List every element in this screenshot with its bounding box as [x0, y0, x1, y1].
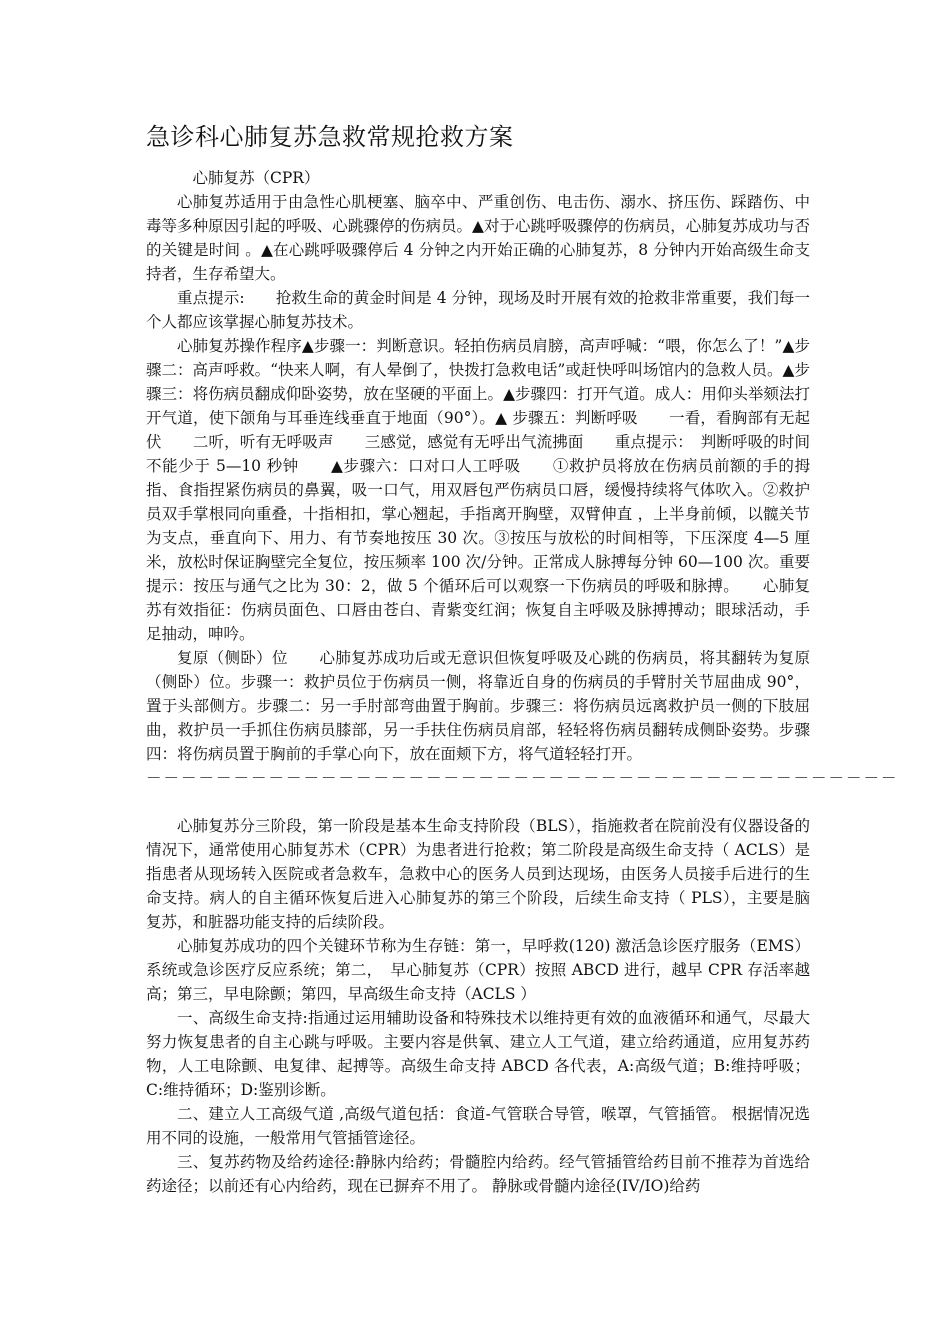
section-cpr — [146, 166, 899, 790]
paragraph-chain-of-survival: 心肺复苏成功的四个关键环节称为生存链：第一，早呼救(120) 激活急诊医疗服务（EMS）系统或急诊医疗反应系统；第二， 早心肺复苏（CPR）按照 ABCD 进行，越早 CPR 存活率越高；第三，早电除颤；第四，早高级生命支持（ACLS ） — [146, 937, 810, 1003]
paragraph-airway: 二、建立人工高级气道 ,高级气道包括：食道-气管联合导管，喉罩，气管插管。 根据情况选用不同的设施，一般常用气管插管途径。 — [146, 1105, 810, 1147]
section-stages — [146, 814, 810, 1198]
paragraph-drugs: 三、复苏药物及给药途径:静脉内给药；骨髓腔内给药。经气管插管给药目前不推荐为首选给药途径；以前还有心内给药，现在已摒弃不用了。 静脉或骨髓内途径(IV/IO)给药 — [146, 1153, 810, 1195]
cpr-subheading: 心肺复苏（CPR） — [192, 169, 320, 187]
document-title: 急诊科心肺复苏急救常规抢救方案 — [146, 123, 514, 151]
paragraph-intro: 心肺复苏适用于由急性心肌梗塞、脑卒中、严重创伤、电击伤、溺水、挤压伤、踩踏伤、中毒等多种原因引起的呼吸、心跳骤停的伤病员。▲对于心跳呼吸骤停的伤病员，心肺复苏成功与否的关键是时间 。▲在心跳呼吸骤停后 4 分钟之内开始正确的心肺复苏，8 分钟内开始高级生命支持者，生存希望大。 — [146, 193, 810, 283]
paragraph-three-stages: 心肺复苏分三阶段，第一阶段是基本生命支持阶段（BLS），指施救者在院前没有仪器设备的情况下，通常使用心肺复苏术（CPR）为患者进行抢救；第二阶段是高级生命支持（ ACLS）是指患者从现场转入医院或者急救车，急救中心的医务人员到达现场，由医务人员接手后进行的生命支持。病人的自主循环恢复后进入心肺复苏的第三个阶段，后续生命支持（ PLS），主要是脑复苏，和脏器功能支持的后续阶段。 — [146, 817, 810, 931]
paragraph-key-tip: 重点提示: 抢救生命的黄金时间是 4 分钟，现场及时开展有效的抢救非常重要，我们每一个人都应该掌握心肺复苏技术。 — [146, 289, 810, 331]
paragraph-acls: 一、高级生命支持:指通过运用辅助设备和特殊技术以维持更有效的血液循环和通气，尽最大努力恢复患者的自主心跳与呼吸。主要内容是供氧、建立人工气道，建立给药通道，应用复苏药物，人工电除颤、电复律、起搏等。高级生命支持 ABCD 各代表，A:高级气道；B:维持呼吸；C:维持循环；D:鉴别诊断。 — [146, 1009, 810, 1099]
separator-line: －－－－－－－－－－－－－－－－－－－－－－－－－－－－－－－－－－－－－－－－－－－ — [146, 769, 899, 787]
paragraph-procedure: 心肺复苏操作程序▲步骤一：判断意识。轻拍伤病员肩膀，高声呼喊：“喂，你怎么了！”▲步骤二：高声呼救。“快来人啊，有人晕倒了，快拨打急救电话”或赶快呼叫场馆内的急救人员。▲步骤三：将伤病员翻成仰卧姿势，放在坚硬的平面上。▲步骤四：打开气道。成人：用仰头举颏法打开气道，使下颌角与耳垂连线垂直于地面（90°）。▲ 步骤五：判断呼吸 一看，看胸部有无起伏 二听，听有无呼吸声 三感觉，感觉有无呼出气流拂面 重点提示： 判断呼吸的时间不能少于 5—10 秒钟 ▲步骤六：口对口人工呼吸 ①救护员将放在伤病员前额的手的拇指、食指捏紧伤病员的鼻翼，吸一口气，用双唇包严伤病员口唇，缓慢持续将气体吹入。②救护员双手掌根同向重叠，十指相扣，掌心翘起，手指离开胸壁，双臂伸直 ，上半身前倾，以髋关节为支点，垂直向下、用力、有节奏地按压 30 次。③按压与放松的时间相等，下压深度 4—5 厘米，放松时保证胸壁完全复位，按压频率 100 次/分钟。正常成人脉搏每分钟 60—100 次。重要提示：按压与通气之比为 30：2，做 5 个循环后可以观察一下伤病员的呼吸和脉搏。 心肺复苏有效指征：伤病员面色、口唇由苍白、青紫变红润；恢复自主呼吸及脉搏搏动；眼球活动，手足抽动，呻吟。 — [146, 337, 810, 643]
paragraph-recovery-position: 复原（侧卧）位 心肺复苏成功后或无意识但恢复呼吸及心跳的伤病员，将其翻转为复原（侧卧）位。步骤一：救护员位于伤病员一侧，将靠近自身的伤病员的手臂肘关节屈曲成 90°，置于头部侧方。步骤二：另一手肘部弯曲置于胸前。步骤三：将伤病员远离救护员一侧的下肢屈曲，救护员一手抓住伤病员膝部，另一手扶住伤病员肩部，轻轻将伤病员翻转成侧卧姿势。步骤四：将伤病员置于胸前的手掌心向下，放在面颊下方，将气道轻轻打开。 — [146, 649, 810, 763]
